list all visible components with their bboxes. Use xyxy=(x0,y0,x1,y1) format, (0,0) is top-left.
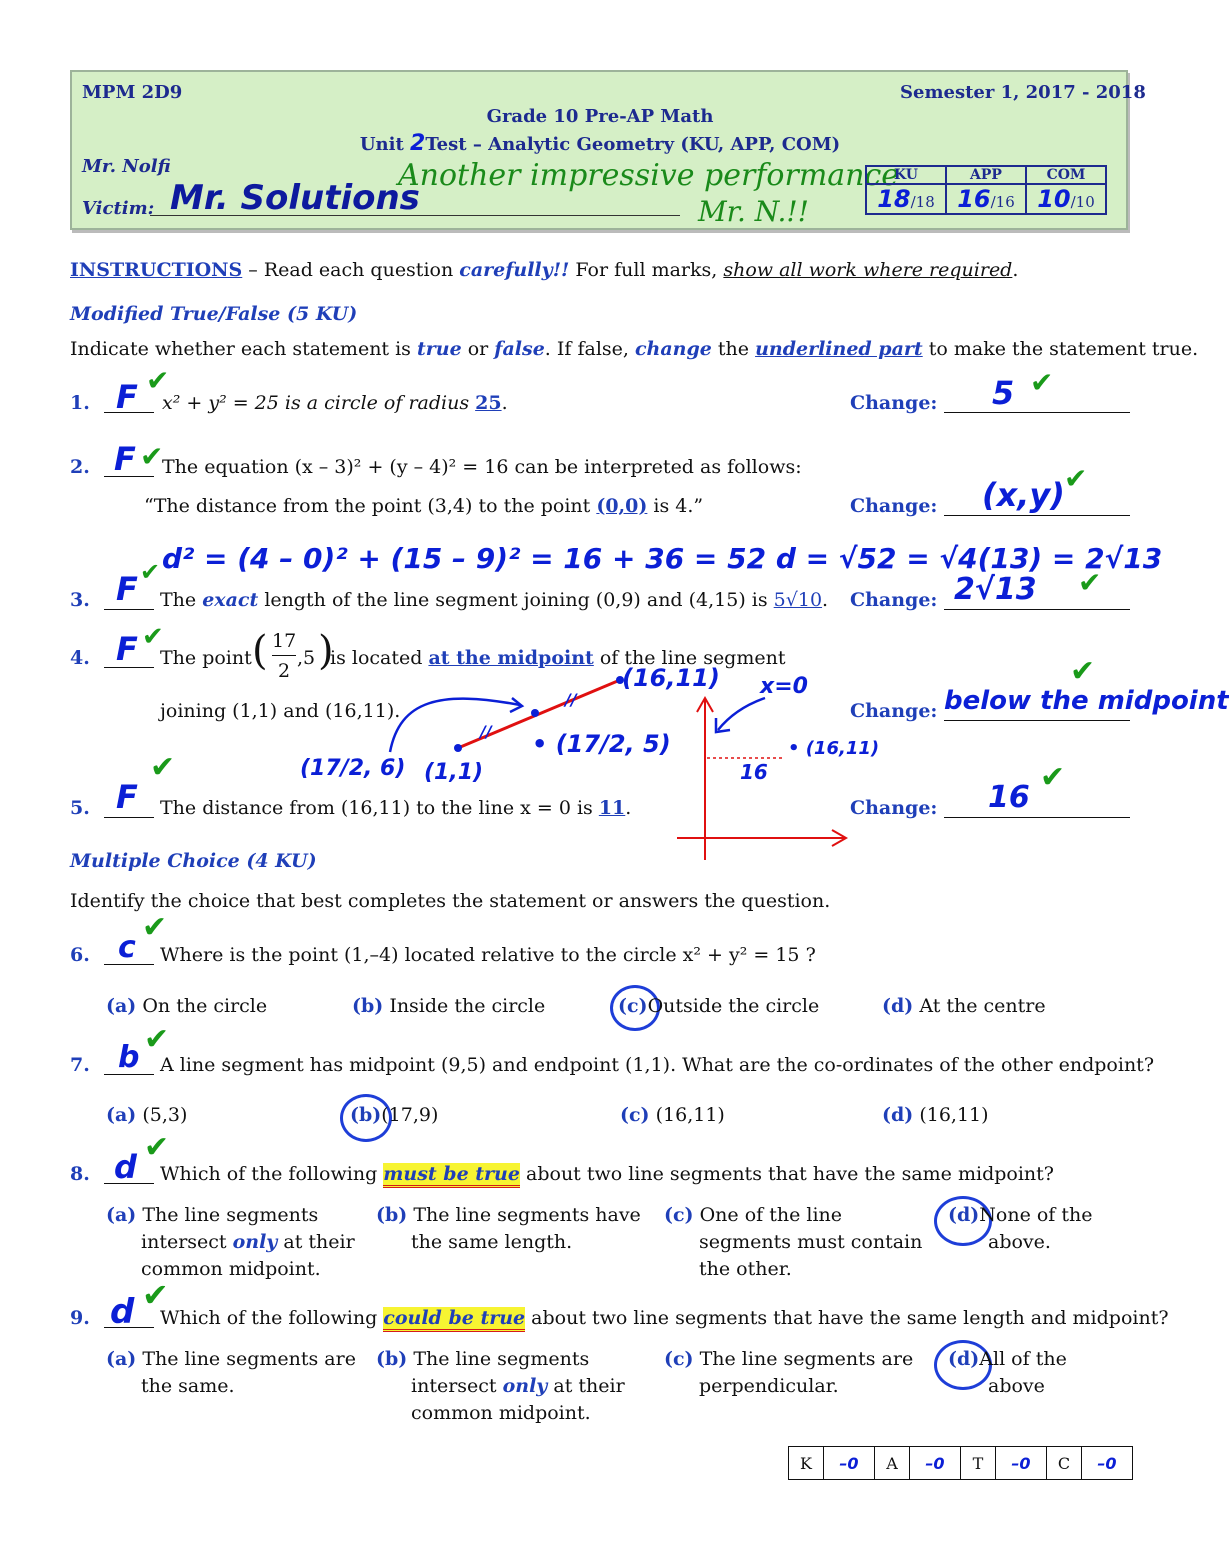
q2-number: 2. xyxy=(70,456,90,478)
section-instructions-tf: Indicate whether each statement is true or false. If false, change the underlined part to make the statement true. xyxy=(70,338,1199,360)
tick-marks: // xyxy=(480,722,492,741)
check-icon: ✔ xyxy=(144,1130,170,1165)
paren-left: ( xyxy=(252,628,268,674)
q5-change: 16 xyxy=(988,780,1030,815)
q7-choice-c: (c) (16,11) xyxy=(620,1104,725,1126)
section-instructions-mc: Identify the choice that best completes the statement or answers the question. xyxy=(70,890,831,912)
footer-cell-c: C xyxy=(1047,1447,1082,1480)
unit-number: 2 xyxy=(410,131,426,156)
q8-choice-d: (d)None of the above. xyxy=(948,1204,1093,1253)
score-header-ku: KU xyxy=(866,166,946,184)
check-icon: ✔ xyxy=(1070,654,1096,689)
q4-text: is located at the midpoint of the line segment xyxy=(330,647,786,669)
q5-number: 5. xyxy=(70,797,90,819)
check-icon: ✔ xyxy=(142,1276,169,1314)
q4-number: 4. xyxy=(70,647,90,669)
q8-number: 8. xyxy=(70,1163,90,1185)
q5-change-blank xyxy=(944,817,1130,818)
check-icon: ✔ xyxy=(142,622,164,652)
check-icon: ✔ xyxy=(140,440,164,473)
check-icon: ✔ xyxy=(1030,366,1054,399)
check-icon: ✔ xyxy=(144,1022,170,1057)
label-mid: (17/2, 6) xyxy=(300,756,406,781)
q6-choice-c: (c)Outside the circle xyxy=(618,995,820,1017)
q1-text: x² + y² = 25 is a circle of radius 25. xyxy=(162,392,508,414)
q1-number: 1. xyxy=(70,392,90,414)
teacher-comment: Another impressive performance xyxy=(398,158,900,193)
q9-choice-b: (b) The line segments intersect only at their common midpoint. xyxy=(376,1348,625,1424)
score-header-app: APP xyxy=(946,166,1026,184)
check-icon: ✔ xyxy=(1040,760,1066,795)
test-title: Grade 10 Pre-AP Math xyxy=(486,106,714,127)
score-com: 10/10 xyxy=(1026,184,1106,214)
section-title-tf: Modified True/False (5 KU) xyxy=(70,303,358,325)
footer-cell-a: A xyxy=(875,1447,910,1480)
q6-text: Where is the point (1,–4) located relative to the circle x² + y² = 15 ? xyxy=(160,944,816,966)
q3-answer: F xyxy=(116,570,138,608)
tick-marks: // xyxy=(565,690,577,709)
q9-choice-d: (d)All of the above xyxy=(948,1348,1067,1397)
check-icon: ✔ xyxy=(140,558,161,586)
q4-frac-den: 2 xyxy=(277,660,291,682)
q2-answer: F xyxy=(114,440,136,478)
q7-number: 7. xyxy=(70,1054,90,1076)
q5-answer-blank xyxy=(104,817,154,818)
student-name: Mr. Solutions xyxy=(170,178,420,218)
q9-choice-c: (c) The line segments are perpendicular. xyxy=(664,1348,914,1397)
section-title-mc: Multiple Choice (4 KU) xyxy=(70,850,317,872)
check-icon: ✔ xyxy=(146,364,170,397)
arrow-curve xyxy=(390,699,520,752)
q3-work: d² = (4 – 0)² + (15 – 9)² = 16 + 36 = 52 d = √52 = √4(13) = 2√13 xyxy=(162,542,1163,575)
q4-change: below the midpoint xyxy=(944,686,1229,716)
change-label: Change: xyxy=(850,700,938,722)
q6-choice-a: (a) On the circle xyxy=(106,995,268,1017)
q4-frac-num: 17 xyxy=(272,630,297,652)
label-end: (16,11) xyxy=(622,664,720,692)
label-axis: x=0 xyxy=(760,674,808,699)
check-icon: ✔ xyxy=(1078,566,1102,599)
semester: Semester 1, 2017 - 2018 xyxy=(900,82,1146,103)
q3-change: 2√13 xyxy=(954,572,1037,607)
check-icon: ✔ xyxy=(1064,462,1088,495)
q8-choice-a: (a) The line segments intersect only at their common midpoint. xyxy=(106,1204,355,1280)
teacher-signature: Mr. N.!! xyxy=(698,195,809,228)
change-label: Change: xyxy=(850,392,938,414)
score-header-com: COM xyxy=(1026,166,1106,184)
q7-choice-d: (d) (16,11) xyxy=(882,1104,989,1126)
q4-text-line2: joining (1,1) and (16,11). xyxy=(160,700,401,722)
footer-cell-k: K xyxy=(789,1447,824,1480)
q1-change: 5 xyxy=(992,374,1015,412)
course-code: MPM 2D9 xyxy=(82,82,183,103)
q5-answer: F xyxy=(116,778,138,816)
q9-text: Which of the following could be true about two line segments that have the same length and midpoint? xyxy=(160,1307,1169,1329)
check-icon: ✔ xyxy=(142,910,168,945)
footer-cell-c-value: –0 xyxy=(1082,1447,1133,1480)
q3-number: 3. xyxy=(70,589,90,611)
q9-number: 9. xyxy=(70,1307,90,1329)
q9-choice-a: (a) The line segments are the same. xyxy=(106,1348,356,1397)
q8-choice-b: (b) The line segments have the same length. xyxy=(376,1204,641,1253)
change-label: Change: xyxy=(850,495,938,517)
q4-answer: F xyxy=(116,630,138,668)
q5-text: The distance from (16,11) to the line x = 0 is 11. xyxy=(160,797,632,819)
q7-answer: b xyxy=(118,1040,140,1075)
label-point: • (17/2, 5) xyxy=(532,730,671,758)
q7-choice-a: (a) (5,3) xyxy=(106,1104,188,1126)
label-start: (1,1) xyxy=(424,760,484,785)
q1-answer: F xyxy=(116,378,138,416)
q6-choice-b: (b) Inside the circle xyxy=(352,995,546,1017)
label-dist: 16 xyxy=(740,760,768,784)
endpoint-dot xyxy=(454,744,462,752)
instructions: INSTRUCTIONS – Read each question carefully!! For full marks, show all work where required. xyxy=(70,259,1019,281)
victim-label: Victim: xyxy=(82,198,155,219)
footer-cell-a-value: –0 xyxy=(910,1447,961,1480)
midpoint-dot xyxy=(531,709,539,717)
q3-text: The exact length of the line segment joining (0,9) and (4,15) is 5√10. xyxy=(160,589,829,611)
q6-number: 6. xyxy=(70,944,90,966)
score-app: 16/16 xyxy=(946,184,1026,214)
q7-text: A line segment has midpoint (9,5) and endpoint (1,1). What are the co-ordinates of the other endpoint? xyxy=(160,1054,1155,1076)
q2-text-line2: “The distance from the point (3,4) to the point (0,0) is 4.” xyxy=(144,495,704,517)
check-icon: ✔ xyxy=(150,750,176,785)
paren-right: ) xyxy=(318,628,334,674)
q6-answer: c xyxy=(118,930,136,965)
score-ku: 18/18 xyxy=(866,184,946,214)
test-subtitle: Unit 2Test – Analytic Geometry (KU, APP, COM) xyxy=(359,131,841,156)
q4-text-a: The point xyxy=(160,647,252,669)
footer-cell-t-value: –0 xyxy=(996,1447,1047,1480)
q2-text: The equation (x – 3)² + (y – 4)² = 16 can be interpreted as follows: xyxy=(162,456,802,478)
footer-cell-t: T xyxy=(961,1447,996,1480)
q8-answer: d xyxy=(114,1148,137,1186)
q8-choice-c: (c) One of the line segments must contain the other. xyxy=(664,1204,923,1280)
change-label: Change: xyxy=(850,797,938,819)
q8-text: Which of the following must be true about two line segments that have the same midpoint? xyxy=(160,1163,1054,1185)
teacher-name: Mr. Nolfi xyxy=(82,156,171,177)
communication-deductions xyxy=(788,1446,1133,1480)
change-label: Change: xyxy=(850,589,938,611)
q9-answer: d xyxy=(110,1292,135,1332)
axis-arrow xyxy=(718,698,765,730)
q2-change: (x,y) xyxy=(982,476,1065,514)
label-point2: • (16,11) xyxy=(788,738,880,759)
q6-choice-d: (d) At the centre xyxy=(882,995,1046,1017)
footer-cell-k-value: –0 xyxy=(824,1447,875,1480)
q4-frac-tail: ,5 xyxy=(297,647,316,669)
q7-choice-b: (b)(17,9) xyxy=(350,1104,439,1126)
